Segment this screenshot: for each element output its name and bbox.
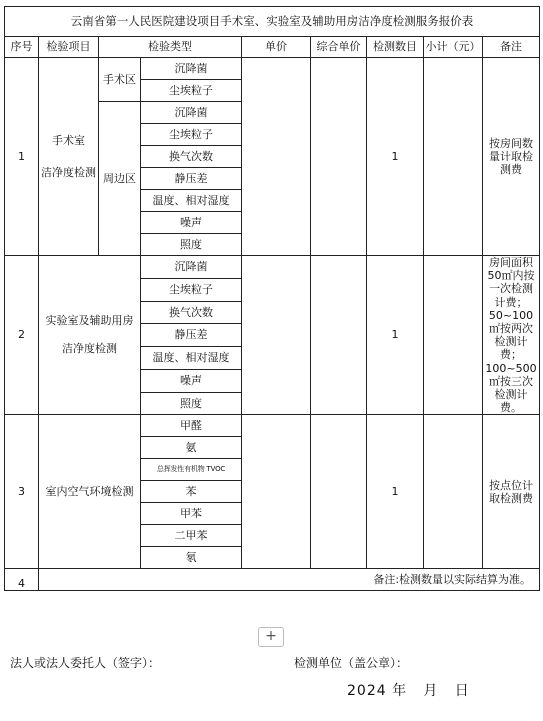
subtotal-cell[interactable]: [424, 415, 483, 569]
type-cell: 换气次数: [141, 146, 242, 168]
plus-icon: +: [265, 628, 277, 644]
header-remark: 备注: [483, 37, 540, 58]
legal-rep-signature: 法人或法人委托人（签字）：: [10, 656, 161, 670]
header-subtotal: 小计（元）: [424, 37, 483, 58]
area-surrounding: 周边区: [99, 102, 141, 256]
remark-cell: 房间面积50㎡内按一次检测计费；50~100㎡按两次检测计费；100~500㎡按三次检测计费。: [483, 256, 540, 415]
type-cell: 照度: [141, 392, 242, 415]
type-cell: 温度、相对湿度: [141, 190, 242, 212]
remark-cell: 按点位计取检测费: [483, 415, 540, 569]
type-cell: 温度、相对湿度: [141, 347, 242, 370]
type-cell: 沉降菌: [141, 102, 242, 124]
count-cell: 1: [367, 256, 424, 415]
seq-1: 1: [5, 58, 39, 256]
type-cell: 噪声: [141, 369, 242, 392]
add-row-button[interactable]: [258, 627, 284, 647]
type-cell: 尘埃粒子: [141, 278, 242, 301]
item-operating-room: [39, 58, 99, 256]
type-cell: 氨: [141, 437, 242, 459]
quotation-table: [4, 6, 540, 591]
unit-price-cell[interactable]: [242, 256, 311, 415]
seq-4: 4: [5, 569, 39, 591]
subtotal-cell[interactable]: [424, 256, 483, 415]
combined-price-cell[interactable]: [311, 256, 367, 415]
item-line2: 洁净度检测: [62, 342, 117, 356]
header-combined-price: 综合单价: [311, 37, 367, 58]
type-cell: 沉降菌: [141, 58, 242, 80]
type-cell: 尘埃粒子: [141, 80, 242, 102]
combined-price-cell[interactable]: [311, 415, 367, 569]
header-count: 检测数目: [367, 37, 424, 58]
type-cell: 苯: [141, 481, 242, 503]
type-cell: 甲醛: [141, 415, 242, 437]
type-cell: 二甲苯: [141, 525, 242, 547]
type-cell: 总挥发性有机物 TVOC: [141, 459, 242, 481]
seq-2: 2: [5, 256, 39, 415]
type-cell: 尘埃粒子: [141, 124, 242, 146]
table-title: 云南省第一人民医院建设项目手术室、实验室及辅助用房洁净度检测服务报价表: [5, 7, 540, 37]
count-cell: 1: [367, 58, 424, 256]
item-line1: 实验室及辅助用房: [45, 314, 134, 328]
item-indoor-air: 室内空气环境检测: [39, 415, 141, 569]
date-line: 2024 年 月 日: [347, 683, 470, 699]
type-cell: 甲苯: [141, 503, 242, 525]
item-lab: [39, 256, 141, 415]
item-line2: 洁净度检测: [41, 165, 96, 179]
type-cell: 照度: [141, 234, 242, 256]
subtotal-cell[interactable]: [424, 58, 483, 256]
seq-3: 3: [5, 415, 39, 569]
unit-price-cell[interactable]: [242, 415, 311, 569]
unit-seal: 检测单位（盖公章）：: [294, 656, 409, 670]
unit-price-cell[interactable]: [242, 58, 311, 256]
header-unit-price: 单价: [242, 37, 311, 58]
item-line1: 手术室: [52, 133, 85, 147]
combined-price-cell[interactable]: [311, 58, 367, 256]
note-cell: 备注:检测数量以实际结算为准。: [39, 569, 540, 591]
area-operating: 手术区: [99, 58, 141, 102]
type-cell: 沉降菌: [141, 256, 242, 279]
type-cell: 氡: [141, 547, 242, 569]
remark-cell: 按房间数量计取检测费: [483, 58, 540, 256]
type-cell: 换气次数: [141, 301, 242, 324]
header-type: 检验类型: [99, 37, 242, 58]
type-cell: 静压差: [141, 324, 242, 347]
type-cell: 静压差: [141, 168, 242, 190]
type-cell: 噪声: [141, 212, 242, 234]
header-seq: 序号: [5, 37, 39, 58]
header-item: 检验项目: [39, 37, 99, 58]
count-cell: 1: [367, 415, 424, 569]
